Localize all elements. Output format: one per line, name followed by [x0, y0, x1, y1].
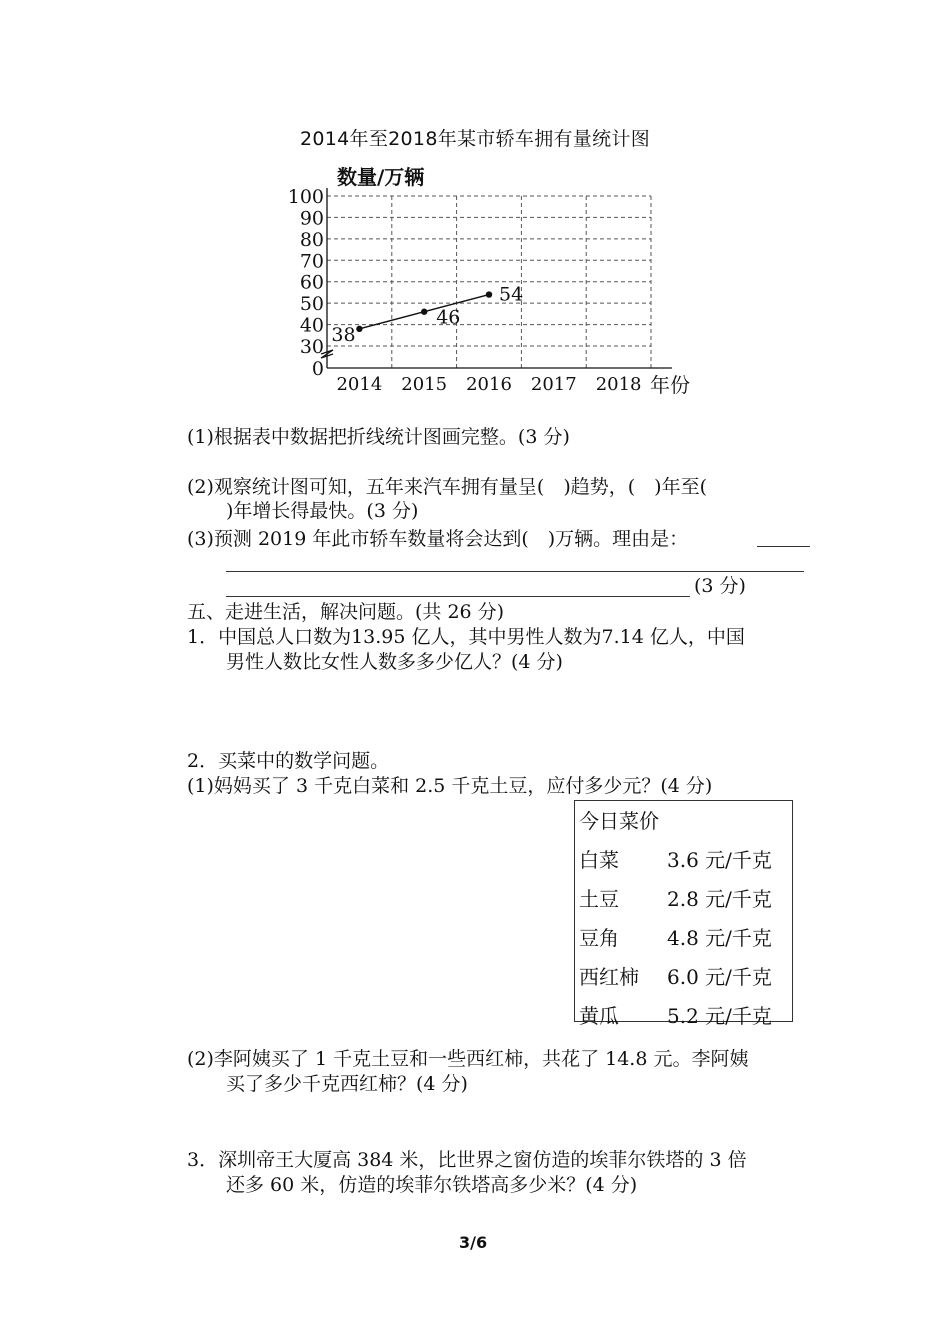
problem-2-q2-line1: (2)李阿姨买了 1 千克土豆和一些西红柿，共花了 14.8 元。李阿姨 — [187, 1048, 749, 1070]
y-tick-label: 50 — [299, 293, 324, 316]
data-point — [356, 326, 362, 332]
problem-3-line2: 还多 60 米，仿造的埃菲尔铁塔高多少米？(4 分) — [226, 1174, 638, 1196]
answer-line[interactable] — [226, 596, 690, 597]
problem-2-q2-line2: 买了多少千克西红柿？(4 分) — [226, 1073, 468, 1095]
answer-line[interactable] — [226, 571, 804, 572]
data-point — [421, 309, 427, 315]
chart-title: 2014年至2018年某市轿车拥有量统计图 — [300, 128, 651, 150]
price-item-value: 3.6 元/千克 — [667, 848, 772, 872]
problem-1-line2: 男性人数比女性人数多多少亿人？(4 分) — [226, 651, 563, 673]
section-5-title: 五、走进生活，解决问题。(共 26 分) — [187, 601, 505, 623]
price-item-name: 土豆 — [579, 887, 619, 911]
question-4-2-line2: )年增长得最快。(3 分) — [226, 500, 419, 522]
problem-3-line1: 3．深圳帝王大厦高 384 米，比世界之窗仿造的埃菲尔铁塔的 3 倍 — [187, 1149, 747, 1171]
problem-2-q1: (1)妈妈买了 3 千克白菜和 2.5 千克土豆，应付多少元？(4 分) — [187, 775, 713, 797]
y-tick-label: 80 — [299, 228, 324, 251]
question-4-2-line1: (2)观察统计图可知，五年来汽车拥有量呈( )趋势，( )年至( — [187, 476, 707, 498]
question-4-1: (1)根据表中数据把折线统计图画完整。(3 分) — [187, 426, 570, 448]
line-chart — [0, 0, 950, 420]
y-tick-label: 40 — [299, 314, 324, 337]
price-table — [574, 800, 793, 1028]
price-item-name: 白菜 — [579, 848, 619, 872]
y-axis-label: 数量/万辆 — [337, 165, 425, 189]
data-label: 38 — [331, 323, 356, 346]
price-item-value: 4.8 元/千克 — [667, 926, 772, 950]
price-row — [579, 958, 792, 997]
price-item-value: 2.8 元/千克 — [667, 887, 772, 911]
y-tick-label: 0 — [311, 358, 324, 380]
price-item-value: 6.0 元/千克 — [667, 965, 772, 989]
price-item-name: 西红柿 — [579, 965, 639, 989]
question-4-3-line1: (3)预测 2019 年此市轿车数量将会达到( )万辆。理由是： — [187, 528, 689, 550]
price-row — [579, 919, 792, 958]
y-tick-label: 100 — [287, 186, 324, 208]
answer-line[interactable] — [757, 546, 810, 547]
price-row — [579, 997, 792, 1036]
x-tick-label: 2015 — [401, 374, 448, 395]
price-table-header — [579, 802, 792, 841]
data-label: 46 — [436, 306, 461, 329]
page-number: 3/6 — [459, 1233, 488, 1252]
problem-2-title: 2．买菜中的数学问题。 — [187, 750, 390, 772]
price-table-title: 今日菜价 — [579, 809, 659, 833]
x-tick-label: 2018 — [595, 374, 642, 395]
data-point — [486, 291, 492, 297]
x-tick-label: 2014 — [336, 374, 383, 395]
price-item-value: 5.2 元/千克 — [667, 1004, 772, 1028]
question-4-3-score: (3 分) — [694, 575, 746, 597]
y-tick-label: 90 — [299, 207, 324, 230]
y-tick-label: 30 — [299, 336, 324, 358]
x-tick-label: 2016 — [466, 374, 512, 395]
x-tick-label: 2017 — [530, 374, 577, 395]
data-label: 54 — [499, 283, 524, 306]
price-row — [579, 841, 792, 880]
price-item-name: 黄瓜 — [579, 1004, 619, 1028]
y-tick-label: 70 — [299, 250, 324, 273]
price-row — [579, 880, 792, 919]
y-tick-label: 60 — [299, 271, 324, 294]
x-axis-label: 年份 — [650, 373, 690, 397]
problem-1-line1: 1．中国总人口数为13.95 亿人，其中男性人数为7.14 亿人，中国 — [187, 626, 745, 648]
price-item-name: 豆角 — [579, 926, 619, 950]
